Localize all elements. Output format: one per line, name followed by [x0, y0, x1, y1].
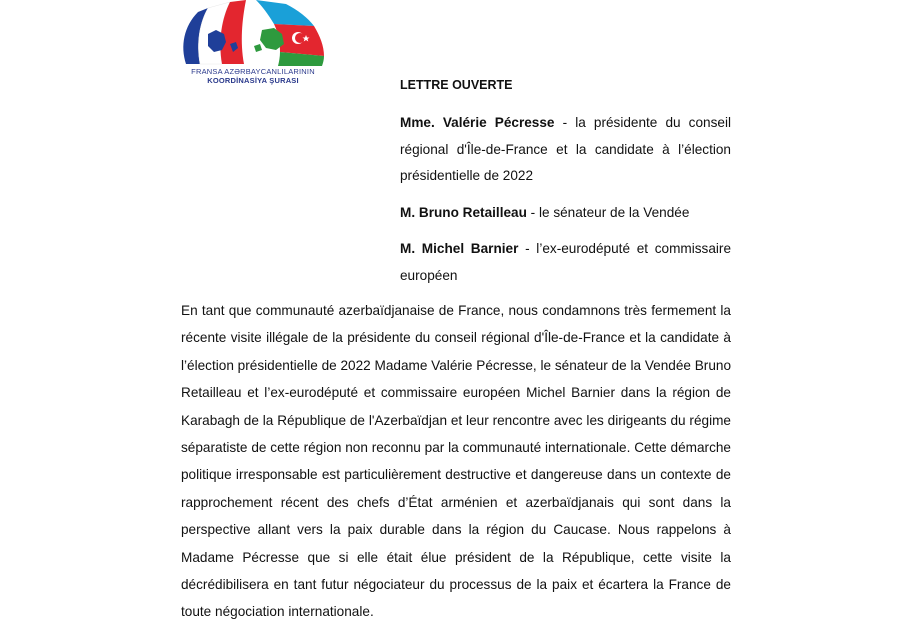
recipient-pecresse	[400, 110, 731, 190]
recipient-description: - l’ex-eurodéputé et commissaire européen	[400, 241, 732, 283]
flags-map-emblem-icon	[178, 0, 328, 66]
recipient-name: M. Bruno Retailleau	[400, 204, 527, 220]
recipient-barnier	[400, 236, 731, 289]
recipient-description: - le sénateur de la Vendée	[526, 204, 690, 220]
logo-text-line1: FRANSA AZƏRBAYCANLILARININ	[191, 67, 315, 76]
organization-logo	[178, 0, 328, 86]
recipient-name: Mme. Valérie Pécresse	[400, 115, 555, 130]
recipient-retailleau	[400, 200, 731, 227]
recipients-block	[400, 110, 731, 299]
letter-body-paragraph: En tant que communauté azerbaïdjanaise de France, nous condamnons très fermement la récente visite illégale de la présidente du conseil régional d'Île-de-France et la candidate à l’élection présidentielle de 2022 Madame Valérie Pécresse, le sénateur de la Vendée Bruno Retailleau et l’ex-eurodéputé et commissaire européen Michel Barnier dans la région de Karabagh de la République de l'Azerbaïdjan et leur rencontre avec les dirigeants du régime séparatiste de cette région non reconnu par la communauté internationale. Cette démarche politique irresponsable est particulièrement destructive et dangereuse dans un contexte de rapprochement récent des chefs d’État arménien et azerbaïdjanais qui sont dans la perspective allant vers la paix durable dans la région du Caucase. Nous rappelons à Madame Pécresse que si elle était élue président de la République, cette visite la décrédibilisera en tant futur négociateur du processus de la paix et écartera la France de toute négociation internationale.	[181, 303, 731, 620]
recipient-name: M. Michel Barnier	[400, 241, 519, 256]
logo-text-line2: KOORDİNASİYA ŞURASI	[207, 76, 299, 85]
letter-heading: LETTRE OUVERTE	[400, 78, 513, 92]
recipient-description: - la présidente du conseil régional d'Île-de-France et la candidate à l’élection présidentielle de 2022	[400, 115, 731, 183]
